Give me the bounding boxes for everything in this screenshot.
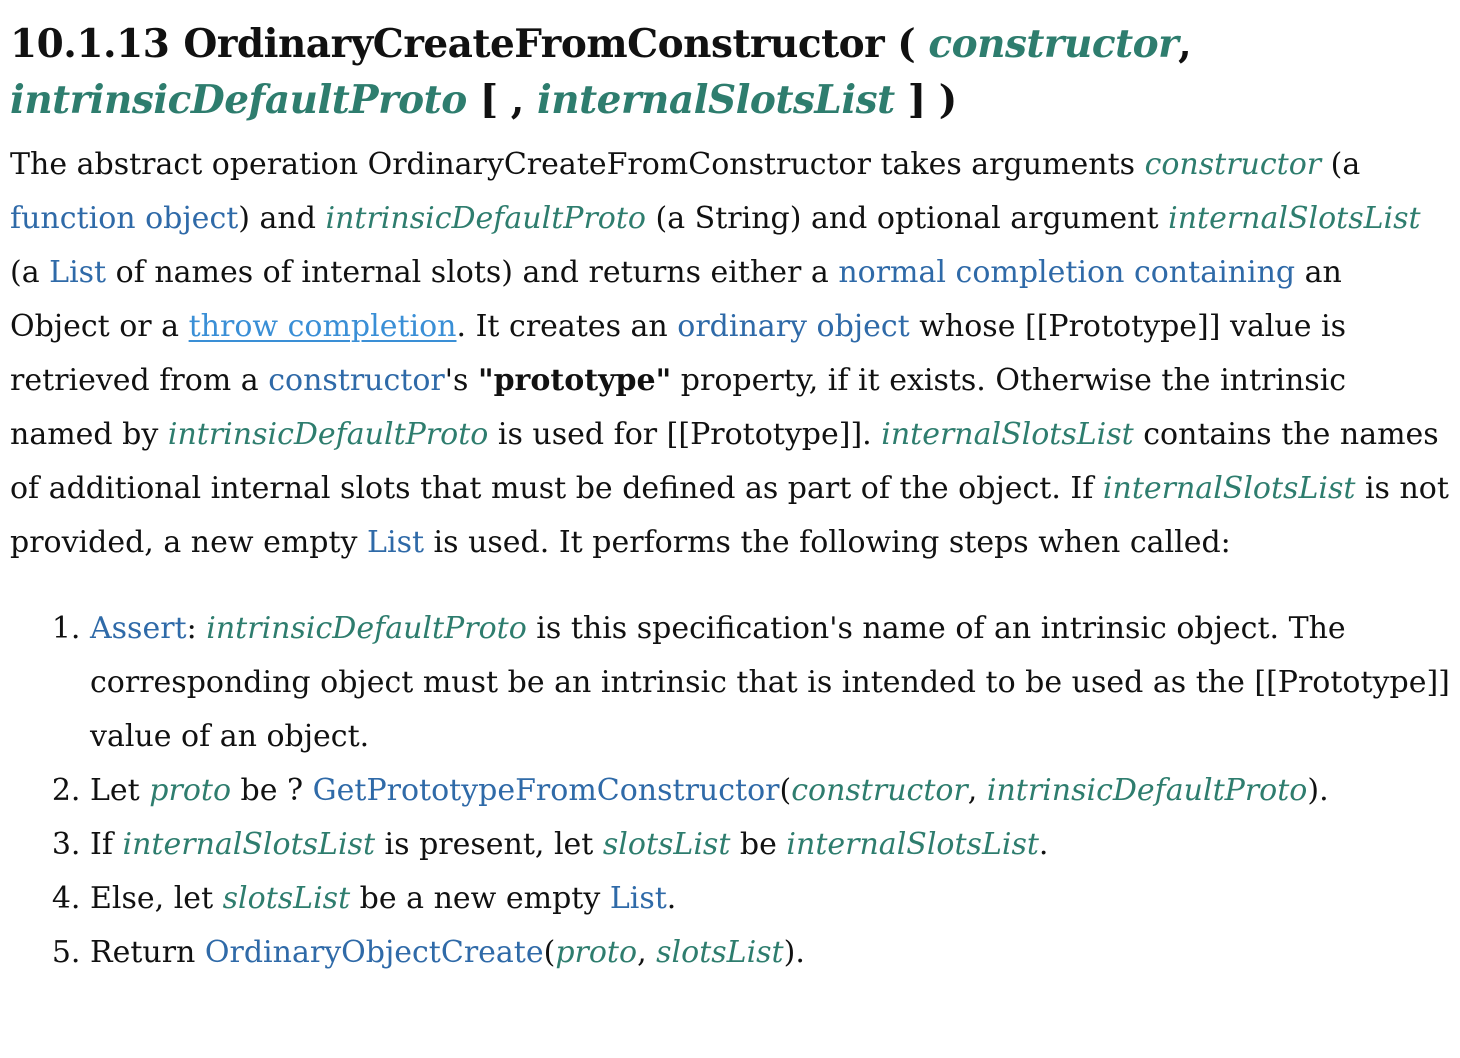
- step-item: [90, 926, 1460, 980]
- var-internal-slots-list[interactable]: internalSlotsList: [881, 417, 1134, 452]
- link-ordinary-object-create[interactable]: OrdinaryObjectCreate: [204, 935, 544, 970]
- text: is this specification's name of an intrinsic object. The corresponding object must be an intrinsic that is intended to be used as the [[Prototype]] value of an object.: [90, 611, 1450, 754]
- var-slots-list[interactable]: slotsList: [222, 881, 351, 916]
- step-item: [90, 818, 1460, 872]
- var-proto[interactable]: proto: [555, 935, 638, 970]
- algorithm-steps: [10, 602, 1460, 980]
- text: be: [730, 827, 787, 862]
- text: contains the names of additional internal slots that must be defined as part of the object. If: [10, 417, 1439, 506]
- text: property, if it exists. Otherwise the intrinsic named by: [10, 363, 1347, 452]
- text: ,: [637, 935, 657, 970]
- text: ) and: [238, 201, 326, 236]
- text: .: [1038, 827, 1049, 862]
- text: whose [[Prototype]] value is retrieved from a: [10, 309, 1347, 398]
- text: Else, let: [90, 881, 223, 916]
- text: ,: [967, 773, 987, 808]
- section-number: 10.1.13: [10, 21, 170, 67]
- description-paragraph: [10, 138, 1450, 570]
- param-internal-slots-list[interactable]: internalSlotsList: [536, 77, 895, 123]
- text: is used. It performs the following steps when called:: [424, 525, 1231, 560]
- optional-bracket-open: [ ,: [479, 77, 524, 123]
- text: ).: [783, 935, 805, 970]
- link-get-prototype-from-constructor[interactable]: GetPrototypeFromConstructor: [312, 773, 780, 808]
- link-throw-completion[interactable]: throw completion: [188, 309, 457, 344]
- var-internal-slots-list[interactable]: internalSlotsList: [1102, 471, 1356, 506]
- var-slots-list[interactable]: slotsList: [602, 827, 731, 862]
- operation-name: OrdinaryCreateFromConstructor: [183, 21, 885, 67]
- var-slots-list[interactable]: slotsList: [656, 935, 784, 970]
- text: is present, let: [375, 827, 603, 862]
- param-constructor[interactable]: constructor: [928, 21, 1179, 67]
- var-internal-slots-list[interactable]: internalSlotsList: [1168, 201, 1421, 236]
- text: . It creates an: [456, 309, 678, 344]
- var-intrinsic-default-proto[interactable]: intrinsicDefaultProto: [206, 611, 527, 646]
- text: is not provided, a new empty: [10, 471, 1449, 560]
- step-item: [90, 872, 1460, 926]
- var-intrinsic-default-proto[interactable]: intrinsicDefaultProto: [167, 417, 489, 452]
- link-list[interactable]: List: [49, 255, 107, 290]
- var-internal-slots-list[interactable]: internalSlotsList: [786, 827, 1039, 862]
- var-internal-slots-list[interactable]: internalSlotsList: [122, 827, 375, 862]
- text: be a new empty: [350, 881, 610, 916]
- text: :: [186, 611, 207, 646]
- link-normal-completion[interactable]: normal completion containing: [838, 255, 1296, 290]
- link-constructor[interactable]: constructor: [268, 363, 445, 398]
- prototype-string: "prototype": [477, 363, 672, 398]
- link-ordinary-object[interactable]: ordinary object: [677, 309, 910, 344]
- step-item: [90, 602, 1460, 764]
- text: ).: [1307, 773, 1329, 808]
- text: If: [90, 827, 123, 862]
- section-heading: [10, 16, 1460, 128]
- link-assert[interactable]: Assert: [90, 611, 187, 646]
- text: of names of internal slots) and returns either a: [106, 255, 839, 290]
- var-intrinsic-default-proto[interactable]: intrinsicDefaultProto: [986, 773, 1308, 808]
- comma: ,: [1178, 21, 1192, 67]
- bracket-paren-close: ] ): [907, 77, 957, 123]
- text: (a String) and optional argument: [645, 201, 1169, 236]
- var-proto[interactable]: proto: [149, 773, 232, 808]
- text: Return: [90, 935, 205, 970]
- text: 's: [444, 363, 478, 398]
- var-constructor[interactable]: constructor: [791, 773, 968, 808]
- var-intrinsic-default-proto[interactable]: intrinsicDefaultProto: [325, 201, 646, 236]
- text: .: [666, 881, 677, 916]
- text: an Object or a: [10, 255, 1342, 344]
- text: The abstract operation OrdinaryCreateFromConstructor takes arguments: [10, 147, 1145, 182]
- link-list[interactable]: List: [609, 881, 667, 916]
- text: (: [543, 935, 556, 970]
- text: is used for [[Prototype]].: [488, 417, 882, 452]
- text: Let: [90, 773, 150, 808]
- text: (a: [10, 255, 50, 290]
- paren-open: (: [897, 21, 916, 67]
- link-function-object[interactable]: function object: [10, 201, 239, 236]
- step-item: [90, 764, 1460, 818]
- param-intrinsic-default-proto[interactable]: intrinsicDefaultProto: [10, 77, 467, 123]
- text: (a: [1321, 147, 1361, 182]
- text: (: [779, 773, 792, 808]
- var-constructor[interactable]: constructor: [1144, 147, 1322, 182]
- text: be ?: [231, 773, 313, 808]
- link-list[interactable]: List: [367, 525, 425, 560]
